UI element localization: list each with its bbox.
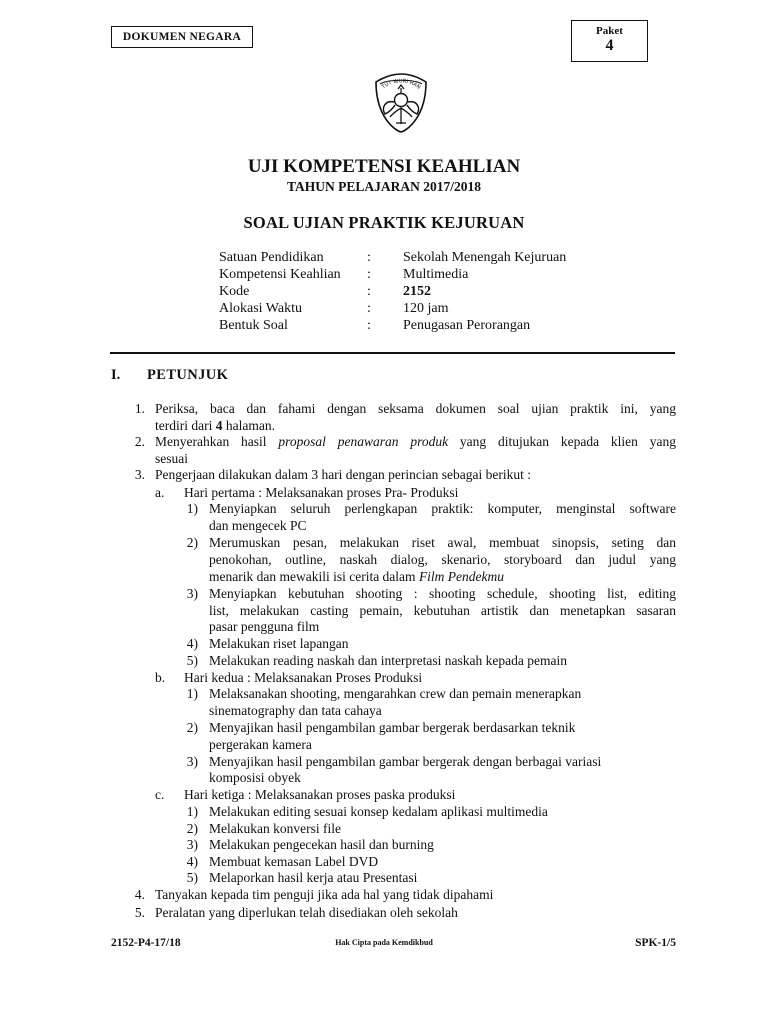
instruction-line: Menyiapkan seluruh perlengkapan praktik: komputer, menginstal software bbox=[209, 501, 676, 516]
info-row-kompetensi bbox=[219, 266, 468, 283]
info-row-alokasi bbox=[219, 300, 449, 317]
instruction-line: Menyiapkan kebutuhan shooting : shooting schedule, shooting list, editing bbox=[209, 586, 676, 601]
sub-marker: c. bbox=[155, 787, 165, 802]
info-value: Multimedia bbox=[403, 267, 469, 282]
info-colon: : bbox=[367, 318, 371, 333]
instruction-line: terdiri dari 4 halaman. bbox=[155, 418, 275, 433]
list-number: 2) bbox=[186, 821, 198, 836]
instruction-line: pergerakan kamera bbox=[209, 737, 312, 752]
list-number: 4) bbox=[186, 854, 198, 869]
instruction-line: Melaksanakan shooting, mengarahkan crew dan pemain menerapkan bbox=[209, 686, 582, 701]
instruction-line: menarik dan mewakili isi cerita dalam Film Pendekmu bbox=[209, 569, 505, 584]
instruction-line: sesuai bbox=[155, 451, 188, 466]
instruction-line: list, melakukan casting pemain, kebutuhan artistik dan menetapkan sasaran bbox=[209, 603, 676, 618]
list-number: 3) bbox=[186, 586, 198, 601]
instruction-line: Periksa, baca dan fahami dengan seksama dokumen soal ujian praktik ini, yang bbox=[155, 401, 676, 416]
sub-marker: a. bbox=[155, 485, 165, 500]
instruction-line: Melakukan pengecekan hasil dan burning bbox=[209, 837, 434, 852]
document-code: 2152-P4-17/18 bbox=[111, 937, 181, 949]
info-value: 120 jam bbox=[403, 301, 449, 316]
info-value: Penugasan Perorangan bbox=[403, 318, 531, 333]
instruction-line: Melakukan konversi file bbox=[209, 821, 341, 836]
instruction-line: sinematography dan tata cahaya bbox=[209, 703, 382, 718]
instruction-line: Melakukan editing sesuai konsep kedalam aplikasi multimedia bbox=[209, 804, 548, 819]
list-number: 1. bbox=[134, 401, 145, 416]
info-colon: : bbox=[367, 267, 371, 282]
list-number: 2) bbox=[186, 720, 198, 735]
list-number: 3. bbox=[134, 467, 145, 482]
instruction-line: Merumuskan pesan, melakukan riset awal, membuat sinopsis, seting dan bbox=[209, 535, 676, 550]
horizontal-rule bbox=[110, 352, 675, 354]
list-number: 2. bbox=[134, 434, 145, 449]
info-value: 2152 bbox=[403, 284, 431, 299]
list-number: 1) bbox=[186, 804, 198, 819]
paket-label: Paket bbox=[596, 25, 623, 37]
info-row-kode bbox=[219, 283, 431, 300]
list-number: 4. bbox=[134, 887, 145, 902]
list-number: 2) bbox=[186, 535, 198, 550]
list-number: 1) bbox=[186, 501, 198, 516]
list-number: 5) bbox=[186, 653, 198, 668]
page-count: 4 bbox=[215, 418, 223, 433]
list-number: 4) bbox=[186, 636, 198, 651]
info-label: Kompetensi Keahlian bbox=[219, 267, 341, 282]
info-colon: : bbox=[367, 250, 371, 265]
list-number: 5) bbox=[186, 870, 198, 885]
info-label: Satuan Pendidikan bbox=[219, 250, 324, 265]
info-row-satuan bbox=[219, 249, 566, 266]
sub-heading: Hari ketiga : Melaksanakan proses paska produksi bbox=[184, 787, 456, 802]
copyright-notice: Hak Cipta pada Kemdikbud bbox=[335, 938, 433, 947]
sub-heading: Hari kedua : Melaksanakan Proses Produksi bbox=[184, 670, 423, 685]
instruction-line: Pengerjaan dilakukan dalam 3 hari dengan perincian sebagai berikut : bbox=[155, 467, 531, 482]
instruction-line: Membuat kemasan Label DVD bbox=[209, 854, 379, 869]
exam-title: UJI KOMPETENSI KEAHLIAN bbox=[247, 156, 521, 177]
paket-number: 4 bbox=[605, 37, 614, 54]
document-classification-label: DOKUMEN NEGARA bbox=[111, 26, 253, 48]
section-number: I. bbox=[111, 367, 121, 383]
instruction-line: Menyajikan hasil pengambilan gambar bergerak berdasarkan teknik bbox=[209, 720, 576, 735]
instruction-line: Menyerahkan hasil proposal penawaran produk yang ditujukan kepada klien yang bbox=[155, 434, 676, 449]
instruction-line: komposisi obyek bbox=[209, 770, 301, 785]
info-label: Bentuk Soal bbox=[219, 318, 288, 333]
sub-marker: b. bbox=[155, 670, 166, 685]
paket-box bbox=[571, 20, 648, 62]
logo-motto-text: TUT WURI HAN bbox=[380, 78, 422, 91]
list-number: 3) bbox=[186, 837, 198, 852]
section-title: PETUNJUK bbox=[147, 367, 229, 383]
instruction-line: Peralatan yang diperlukan telah disediakan oleh sekolah bbox=[155, 905, 458, 920]
instruction-line: dan mengecek PC bbox=[209, 518, 307, 533]
info-colon: : bbox=[367, 284, 371, 299]
instruction-line: Melakukan riset lapangan bbox=[209, 636, 349, 651]
info-row-bentuk bbox=[219, 317, 530, 334]
list-number: 3) bbox=[186, 754, 198, 769]
list-number: 1) bbox=[186, 686, 198, 701]
instruction-line: Melakukan reading naskah dan interpretasi naskah kepada pemain bbox=[209, 653, 567, 668]
list-number: 5. bbox=[134, 905, 145, 920]
info-value: Sekolah Menengah Kejuruan bbox=[403, 250, 567, 265]
instruction-line: penokohan, outline, naskah dialog, skenario, storyboard dan judul yang bbox=[209, 552, 676, 567]
exam-subtitle: SOAL UJIAN PRAKTIK KEJURUAN bbox=[243, 213, 525, 232]
instruction-line: Menyajikan hasil pengambilan gambar bergerak dengan berbagai variasi bbox=[209, 754, 602, 769]
info-label: Alokasi Waktu bbox=[219, 301, 302, 316]
academic-year: TAHUN PELAJARAN 2017/2018 bbox=[286, 179, 481, 194]
info-label: Kode bbox=[219, 284, 250, 299]
tut-wuri-handayani-logo bbox=[368, 68, 434, 134]
page-number: SPK-1/5 bbox=[635, 937, 676, 949]
instruction-line: pasar pengguna film bbox=[209, 619, 320, 634]
instruction-line: Melaporkan hasil kerja atau Presentasi bbox=[209, 870, 418, 885]
instruction-line: Tanyakan kepada tim penguji jika ada hal yang tidak dipahami bbox=[155, 887, 494, 902]
sub-heading: Hari pertama : Melaksanakan proses Pra- Produksi bbox=[184, 485, 459, 500]
info-colon: : bbox=[367, 301, 371, 316]
